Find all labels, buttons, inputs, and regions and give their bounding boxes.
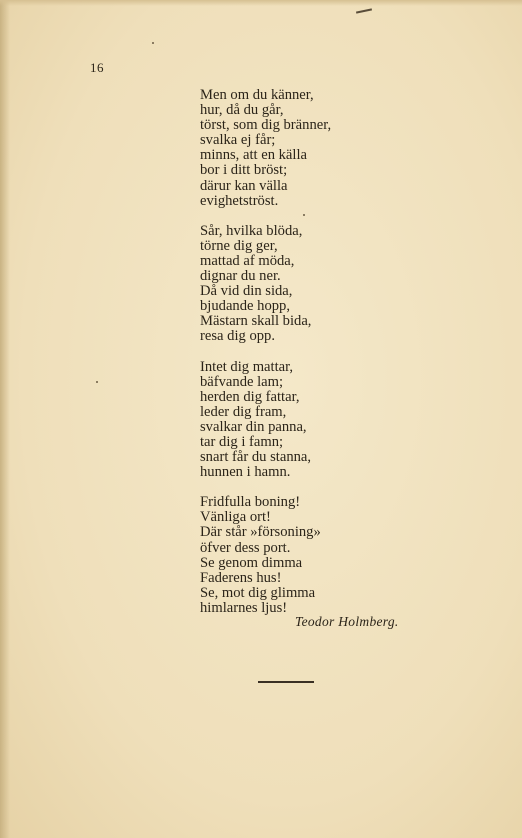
- poem-line: Sår, hvilka blöda,: [200, 222, 303, 239]
- poem-line: hunnen i hamn.: [200, 464, 291, 481]
- stanza-1: [200, 88, 331, 209]
- poem-line: Se, mot dig glimma: [200, 584, 316, 601]
- poem-line: törne dig ger,: [200, 237, 278, 254]
- ink-mark: [356, 8, 372, 13]
- poem-line: Fridfulla boning!: [200, 494, 301, 511]
- poem-line: svalka ej får;: [200, 132, 276, 149]
- poem-line: Då vid din sida,: [200, 283, 293, 300]
- poem-line: Där står »försoning»: [200, 524, 321, 541]
- speck: [96, 381, 98, 383]
- poem-line: mattad af möda,: [200, 252, 295, 269]
- poem-line: snart får du stanna,: [200, 449, 312, 466]
- poem-line: leder dig fram,: [200, 403, 287, 420]
- page-number: 16: [90, 60, 104, 75]
- stanza-3: [200, 360, 331, 481]
- poem-line: Se genom dimma: [200, 554, 303, 571]
- poem-line: därur kan välla: [200, 177, 288, 194]
- poem-line: Men om du känner,: [200, 87, 314, 103]
- speck: [152, 42, 154, 44]
- poem-line: himlarnes ljus!: [200, 599, 288, 616]
- poem-line: resa dig opp.: [200, 328, 275, 345]
- poem-line: öfver dess port.: [200, 539, 291, 556]
- poem-line: dignar du ner.: [200, 268, 281, 285]
- poem-line: bjudande hopp,: [200, 298, 290, 315]
- stanza-4: [200, 495, 331, 616]
- poem-line: bäfvande lam;: [200, 373, 284, 390]
- end-rule: [258, 681, 314, 683]
- poem-line: Faderens hus!: [200, 569, 282, 586]
- poem-line: hur, då du går,: [200, 102, 284, 119]
- poem: [200, 88, 331, 631]
- poem-line: evighetströst.: [200, 192, 279, 209]
- page-top-shadow: [0, 0, 522, 6]
- poem-line: svalkar din panna,: [200, 418, 307, 435]
- author-signature: Teodor Holmberg.: [295, 614, 399, 629]
- poem-line: minns, att en källa: [200, 147, 307, 164]
- poem-line: törst, som dig bränner,: [200, 117, 332, 134]
- poem-line: tar dig i famn;: [200, 433, 284, 450]
- stanza-2: [200, 224, 331, 345]
- poem-line: Mästarn skall bida,: [200, 313, 312, 330]
- page-edge-shadow: [0, 0, 10, 838]
- poem-line: Intet dig mattar,: [200, 358, 294, 375]
- poem-line: herden dig fattar,: [200, 388, 300, 405]
- poem-line: Vänliga ort!: [200, 509, 271, 526]
- poem-line: bor i ditt bröst;: [200, 162, 288, 179]
